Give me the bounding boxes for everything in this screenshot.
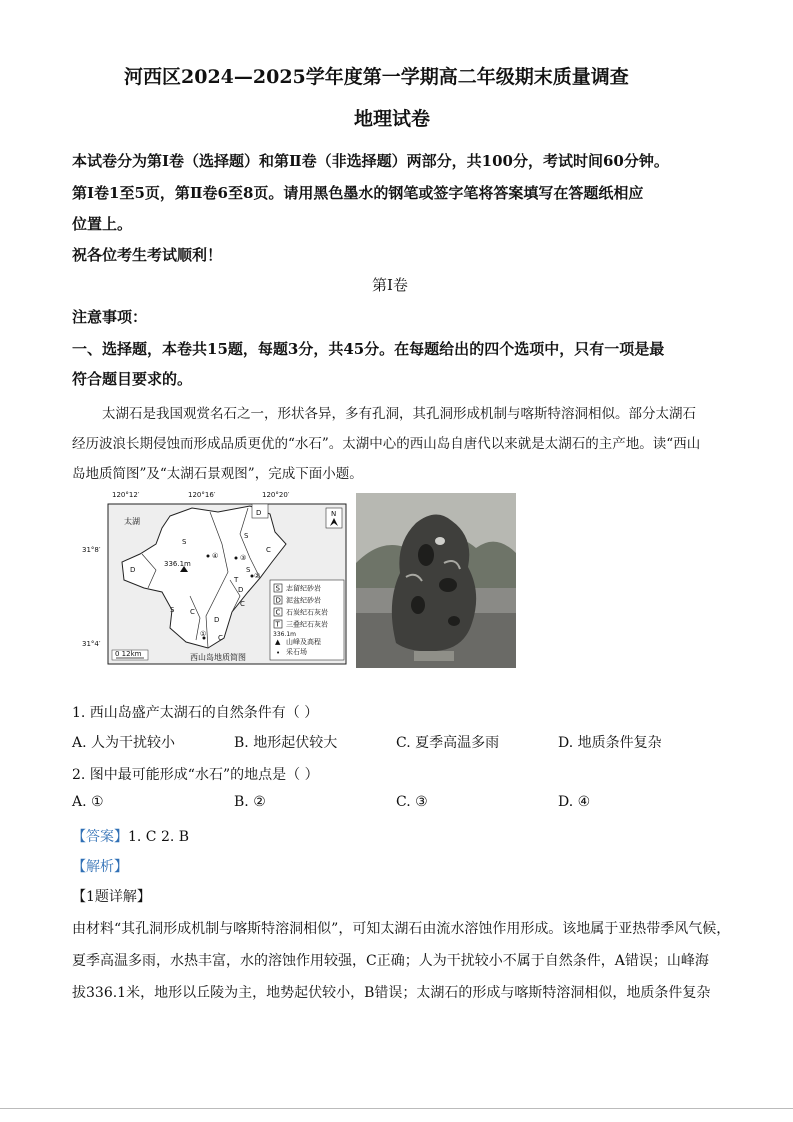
- region-letter: S: [182, 538, 187, 546]
- question-1-option-a[interactable]: A. 人为干扰较小: [72, 735, 176, 751]
- page-bottom-rule: [0, 1108, 793, 1109]
- intro-wish: 祝各位考生考试顺利！: [72, 246, 223, 264]
- detail-line-3: 拔336.1米，地形以丘陵为主，地势起伏较小，B错误；太湖石的形成与喀斯特溶洞相似，地质条件复杂: [72, 985, 711, 1001]
- lat-label: 31°8′: [82, 546, 101, 554]
- question-2-option-c[interactable]: C. ③: [396, 794, 428, 810]
- detail-title: 【1题详解】: [72, 889, 151, 905]
- lon-label: 120°16′: [188, 491, 216, 499]
- question-2-option-b[interactable]: B. ②: [234, 794, 266, 810]
- geology-map: [82, 488, 352, 670]
- legend-text: 志留纪砂岩: [286, 584, 321, 593]
- legend-code: D: [275, 596, 281, 605]
- lon-label: 120°12′: [112, 491, 140, 499]
- intro-line-1: 本试卷分为第Ⅰ卷（选择题）和第Ⅱ卷（非选择题）两部分，共100分，考试时间60分钟。: [72, 152, 669, 170]
- region-letter: C: [266, 546, 271, 554]
- instruction-line-1: 一、选择题，本卷共15题，每题3分，共45分。在每题给出的四个选项中，只有一项是最: [72, 340, 665, 358]
- instruction-line-2: 符合题目要求的。: [72, 370, 193, 388]
- question-1-stem: 1. 西山岛盛产太湖石的自然条件有（ ）: [72, 705, 319, 721]
- region-letter: D: [256, 509, 262, 517]
- north-label: N: [331, 510, 337, 518]
- legend-text: 石炭纪石灰岩: [286, 608, 328, 617]
- answer-line: [72, 826, 189, 846]
- legend-text: 泥盆纪砂岩: [286, 596, 321, 605]
- legend-text: 采石场: [286, 648, 307, 656]
- passage-line-2: 经历波浪长期侵蚀而形成品质更优的“水石”。太湖中心的西山岛自唐代以来就是太湖石的主产地。读“西山: [72, 436, 701, 452]
- legend-code: C: [275, 608, 281, 617]
- region-letter: C: [240, 600, 245, 608]
- analysis-tag: 【解析】: [72, 859, 128, 875]
- passage-line-1: 太湖石是我国观赏名石之一，形状各异，多有孔洞，其孔洞形成机制与喀斯特溶洞相似。部分太湖石: [102, 406, 696, 422]
- answer-text: 1. C 2. B: [128, 829, 190, 845]
- lon-label: 120°20′: [262, 491, 290, 499]
- marker-1: ①: [200, 630, 207, 638]
- question-1-option-d[interactable]: D. 地质条件复杂: [558, 735, 662, 751]
- question-2-option-a[interactable]: A. ①: [72, 794, 104, 810]
- answer-tag: 【答案】: [72, 829, 128, 845]
- lake-label: 太湖: [124, 517, 140, 526]
- legend-text: 山峰及高程: [286, 638, 321, 646]
- lat-label: 31°4′: [82, 640, 101, 648]
- question-1-option-c[interactable]: C. 夏季高温多雨: [396, 735, 500, 751]
- taihu-stone-photo: [356, 493, 516, 668]
- peak-elevation: 336.1m: [164, 560, 191, 568]
- region-letter: S: [246, 566, 251, 574]
- page-title: 河西区2024—2025学年度第一学期高二年级期末质量调查: [124, 66, 629, 88]
- section-title: 第Ⅰ卷: [372, 276, 408, 294]
- scale-label: 0 12km: [115, 650, 142, 658]
- marker-4: ④: [212, 552, 219, 560]
- legend-text: 三叠纪石灰岩: [286, 620, 328, 629]
- map-caption: 西山岛地质简图: [190, 653, 246, 662]
- legend-code: S: [275, 584, 280, 593]
- notice-heading: 注意事项：: [72, 308, 148, 326]
- legend-peak-sub: 336.1m: [273, 631, 297, 638]
- question-2-option-d[interactable]: D. ④: [558, 794, 591, 810]
- passage-line-3: 岛地质简图”及“太湖石景观图”，完成下面小题。: [72, 466, 363, 482]
- legend-code: T: [275, 620, 280, 629]
- region-letter: D: [130, 566, 136, 574]
- marker-2: ②: [254, 572, 261, 580]
- intro-line-3: 位置上。: [72, 215, 133, 233]
- region-letter: S: [170, 606, 175, 614]
- paper-subject: 地理试卷: [354, 108, 431, 130]
- detail-line-1: 由材料“其孔洞形成机制与喀斯特溶洞相似”，可知太湖石由流水溶蚀作用形成。该地属于亚热带季风气候，: [72, 921, 731, 937]
- region-letter: S: [244, 532, 249, 540]
- region-letter: C: [218, 634, 223, 642]
- question-2-stem: 2. 图中最可能形成“水石”的地点是（ ）: [72, 767, 319, 783]
- question-1-option-b[interactable]: B. 地形起伏较大: [234, 735, 338, 751]
- region-letter: C: [190, 608, 195, 616]
- region-letter: D: [238, 586, 244, 594]
- legend-code: •: [276, 649, 281, 657]
- marker-3: ③: [240, 554, 247, 562]
- intro-line-2: 第Ⅰ卷1至5页，第Ⅱ卷6至8页。请用黑色墨水的钢笔或签字笔将答案填写在答题纸相应: [72, 184, 644, 202]
- legend-code: ▲: [275, 638, 281, 646]
- region-letter: D: [214, 616, 220, 624]
- detail-line-2: 夏季高温多雨，水热丰富，水的溶蚀作用较强，C正确；人为干扰较小不属于自然条件，A错误；山峰海: [72, 953, 709, 969]
- region-letter: T: [234, 576, 239, 584]
